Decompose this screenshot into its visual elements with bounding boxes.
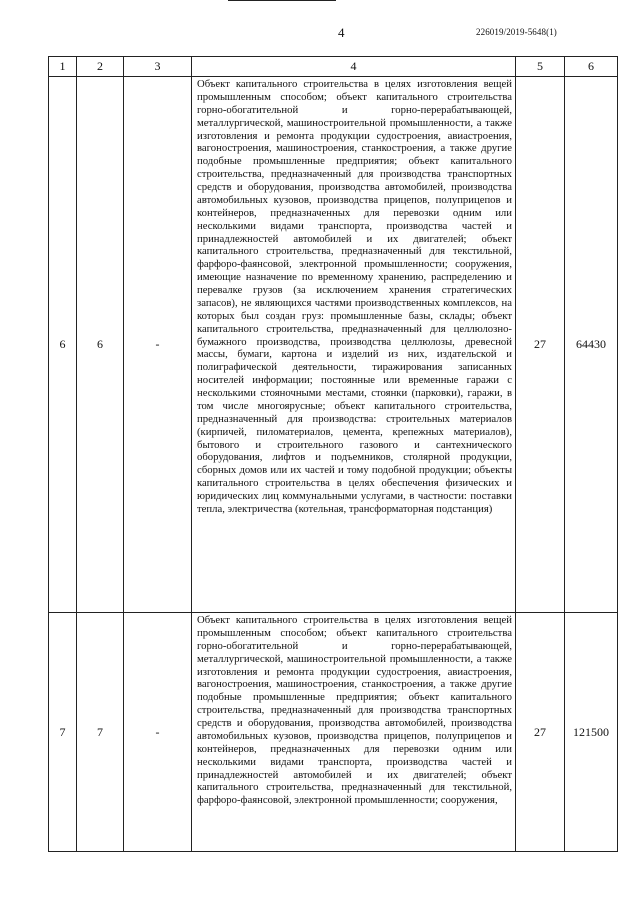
column-header: 3	[124, 57, 192, 77]
table-row	[49, 613, 618, 852]
column-header: 1	[49, 57, 77, 77]
cell-col-3: -	[124, 77, 192, 613]
cell-col-5: 27	[516, 613, 565, 852]
description-cell: Объект капитального строительства в целях изготовления вещей промышленным способом; объект капитального строительства горно-обогатительной и горно-перерабатывающей, металлургической, машиностроительной промышленности, а также изготовления и ремонта продукции судостроения, авиастроения, вагоностроения, машиностроения, станкостроения, а также другие подобные промышленные предприятия; объект капитального строительства, предназначенный для производства транспортных средств и оборудования, производства автомобилей, производства автомобильных кузовов, производства прицепов, полуприцепов и контейнеров, предназначенных для перевозки одним или несколькими видами транспорта, производства частей и принадлежностей автомобилей и их двигателей; объект капитального строительства, предназначенный для текстильной, фарфоро-фаянсовой, электронной промышленности; сооружения,	[192, 613, 516, 852]
cell-col-3: -	[124, 613, 192, 852]
data-table	[48, 56, 618, 852]
column-header: 4	[192, 57, 516, 77]
page-number: 4	[338, 25, 345, 40]
cell-col-5: 27	[516, 77, 565, 613]
description-cell: Объект капитального строительства в целях изготовления вещей промышленным способом; объект капитального строительства горно-обогатительной и горно-перерабатывающей, металлургической, машиностроительной промышленности, а также изготовления и ремонта продукции судостроения, авиастроения, вагоностроения, машиностроения, станкостроения, а также другие подобные промышленные предприятия; объект капитального строительства, предназначенный для производства транспортных средств и оборудования, производства автомобилей, производства автомобильных кузовов, производства прицепов, полуприцепов и контейнеров, предназначенных для перевозки одним или несколькими видами транспорта, производства частей и принадлежностей автомобилей и их двигателей; объект капитального строительства, предназначенный для текстильной, фарфоро-фаянсовой, электронной промышленности; сооружения, имеющие назначение по временному хранению, распределению и перевалке грузов (за исключением хранения стратегических запасов), не являющихся частями производственных комплексов, на которых был создан груз: промышленные базы, склады; объект капитального строительства, предназначенный для целлюлозно-бумажного производства, производства целлюлозы, древесной массы, бумаги, картона и изделий из них, издательской и полиграфической деятельности, тиражирования записанных носителей информации; постоянные или временные гаражи с несколькими стояночными местами, стоянки (парковки), гаражи, в том числе многоярусные; объект капитального строительства, предназначенный для производства: строительных материалов (кирпичей, пиломатериалов, цемента, крепежных материалов), бытового и строительного газового и сантехнического оборудования, лифтов и подъемников, столярной продукции, сборных домов или их частей и тому подобной продукции; объекты капитального строительства в целях обеспечения физических и юридических лиц коммунальными услугами, в частности: поставки тепла, электричества (котельная, трансформаторная подстанция)	[192, 77, 516, 613]
column-header: 5	[516, 57, 565, 77]
table-row	[49, 77, 618, 613]
cell-col-6: 121500	[565, 613, 618, 852]
column-header: 6	[565, 57, 618, 77]
cell-col-2: 6	[77, 77, 124, 613]
column-header: 2	[77, 57, 124, 77]
cell-col-6: 64430	[565, 77, 618, 613]
row-number-cell: 7	[49, 613, 77, 852]
document-number: 226019/2019-5648(1)	[476, 27, 557, 37]
table-header-row	[49, 57, 618, 77]
row-number-cell: 6	[49, 77, 77, 613]
cell-col-2: 7	[77, 613, 124, 852]
page-top-mark	[228, 0, 336, 1]
